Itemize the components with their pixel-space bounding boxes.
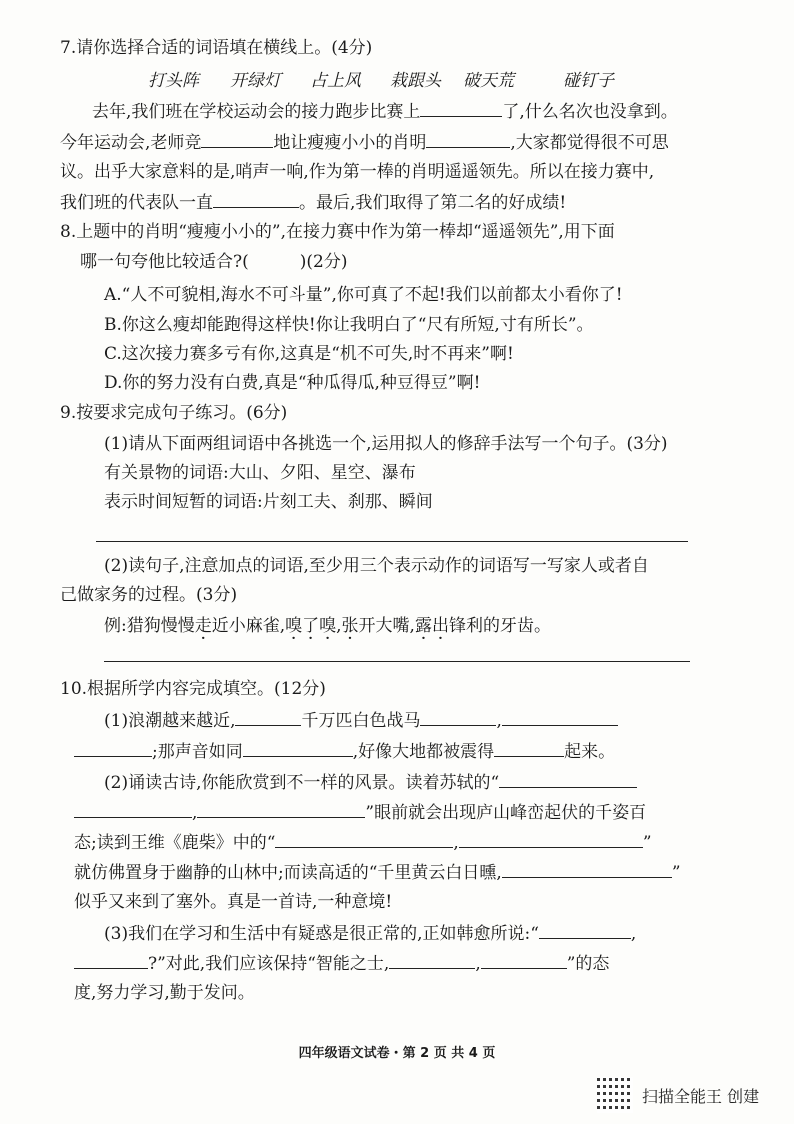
- scanner-watermark: 扫描全能王 创建: [642, 1087, 760, 1106]
- text: ”眼前就会出现庐山峰峦起伏的千姿百: [365, 803, 647, 823]
- q10-line8: [104, 920, 794, 947]
- dotted-word: 了: [302, 616, 320, 636]
- text: 态;读到王维《鹿柴》中的“: [74, 833, 276, 853]
- text: (1)浪潮越来越近,: [104, 711, 236, 731]
- q7-para-line3: 议。出乎大家意料的是,哨声一响,作为第一棒的肖明遥遥领先。所以在接力赛中,: [60, 162, 655, 182]
- q7-title: 7.请你选择合适的词语填在横线上。(4分): [60, 38, 373, 58]
- text: 千万匹白色战马: [301, 711, 421, 731]
- word-option: 打头阵: [148, 71, 199, 91]
- text: ”: [642, 833, 652, 853]
- text: 起来。: [564, 742, 616, 762]
- answer-blank[interactable]: [74, 799, 192, 818]
- dotted-word: 嗅: [285, 616, 303, 636]
- text: ,: [475, 954, 481, 974]
- answer-blank[interactable]: [459, 829, 643, 848]
- dotted-word: 露: [414, 616, 432, 636]
- text: 近小麻雀,: [211, 616, 286, 636]
- q9-time-words: 表示时间短暂的词语:片刻工夫、刹那、瞬间: [104, 492, 433, 512]
- word-option: 开绿灯: [230, 71, 281, 91]
- text: ,: [192, 803, 198, 823]
- q7-para-line4: [60, 189, 750, 216]
- answer-blank[interactable]: [74, 738, 152, 757]
- text: ,好像大地都被震得: [352, 742, 495, 762]
- q9-sub2-line1: (2)读句子,注意加点的词语,至少用三个表示动作的词语写一写家人或者自: [104, 556, 649, 576]
- q9-scenery-words: 有关景物的词语:大山、夕阳、星空、瀑布: [104, 463, 416, 483]
- dotted-word: 嗅: [319, 616, 337, 636]
- q10-title: 10.根据所学内容完成填空。(12分): [60, 679, 326, 699]
- q10-line3: [104, 769, 794, 796]
- q7-para-line1: [92, 98, 782, 125]
- q8-option-d[interactable]: D.你的努力没有白费,真是“种瓜得瓜,种豆得豆”啊!: [104, 373, 481, 393]
- q8-title-line1: 8.上题中的肖明“瘦瘦小小的”,在接力赛中作为第一棒却“遥遥领先”,用下面: [60, 222, 615, 242]
- text: 去年,我们班在学校运动会的接力跑步比赛上: [92, 102, 421, 122]
- text: (2)诵读古诗,你能欣赏到不一样的风景。读着苏轼的“: [104, 773, 500, 793]
- q10-line2: [74, 738, 764, 765]
- qr-code-icon: [597, 1077, 633, 1113]
- q10-line6: [74, 859, 764, 886]
- text: ,大家都觉得很不可思: [510, 133, 669, 153]
- text: 锋利的牙齿。: [448, 616, 551, 636]
- answer-blank[interactable]: [235, 707, 301, 726]
- answer-blank[interactable]: [420, 707, 496, 726]
- word-option: 栽跟头: [390, 71, 441, 91]
- text: 就仿佛置身于幽静的山林中;而读高适的“千里黄云白日曛,: [74, 863, 502, 883]
- answer-blank[interactable]: [481, 950, 567, 969]
- text: 。最后,我们取得了第二名的好成绩!: [299, 193, 567, 213]
- q9-sub2-line2: 己做家务的过程。(3分): [60, 585, 238, 605]
- answer-blank[interactable]: [243, 738, 353, 757]
- answer-blank[interactable]: [502, 707, 618, 726]
- q10-line9: [74, 950, 764, 977]
- q8-title-line2: 哪一句夸他比较适合?( )(2分): [80, 252, 348, 272]
- text: ,: [630, 924, 637, 944]
- text: ;那声音如同: [152, 742, 243, 762]
- text: 今年运动会,老师竞: [60, 133, 202, 153]
- dotted-word: 出: [431, 616, 449, 636]
- answer-blank[interactable]: [539, 920, 631, 939]
- answer-blank[interactable]: [499, 769, 637, 788]
- word-option: 破天荒: [463, 71, 514, 91]
- text: 开大嘴,: [358, 616, 415, 636]
- q7-para-line2: [60, 129, 750, 156]
- answer-blank[interactable]: [426, 129, 510, 148]
- text: ,: [496, 711, 502, 731]
- text: ?”对此,我们应该保持“智能之士,: [148, 954, 390, 974]
- q10-line5: [74, 829, 764, 856]
- answer-blank[interactable]: [420, 98, 502, 117]
- text: 例:猎狗慢慢: [104, 616, 195, 636]
- text: ,: [336, 616, 342, 636]
- answer-blank[interactable]: [197, 799, 365, 818]
- text: 地让瘦瘦小小的肖明: [273, 133, 427, 153]
- page-footer: 四年级语文试卷・第 2 页 共 4 页: [298, 1046, 496, 1061]
- text: 我们班的代表队一直: [60, 193, 213, 213]
- q9-sub1: (1)请从下面两组词语中各挑选一个,运用拟人的修辞手法写一个句子。(3分): [104, 434, 668, 454]
- answer-blank[interactable]: [201, 129, 273, 148]
- dotted-word: 走: [194, 616, 212, 636]
- answer-blank[interactable]: [502, 859, 672, 878]
- q9-answer-line-1[interactable]: [96, 541, 688, 542]
- q10-line1: [104, 707, 794, 734]
- text: (3)我们在学习和生活中有疑惑是很正常的,正如韩愈所说:“: [104, 924, 539, 944]
- answer-blank[interactable]: [213, 189, 299, 208]
- q9-example: [104, 613, 794, 639]
- answer-blank[interactable]: [389, 950, 475, 969]
- text: ,: [453, 833, 459, 853]
- q8-option-b[interactable]: B.你这么瘦却能跑得这样快!你让我明白了“尺有所短,寸有所长”。: [104, 315, 594, 335]
- word-option: 碰钉子: [563, 71, 614, 91]
- text: 了,什么名次也没拿到。: [502, 102, 678, 122]
- q10-line4: [74, 799, 764, 826]
- word-option: 占上风: [310, 71, 361, 91]
- dotted-word: 张: [341, 616, 359, 636]
- q8-option-a[interactable]: A.“人不可貌相,海水不可斗量”,你可真了不起!我们以前都太小看你了!: [104, 285, 623, 305]
- q9-answer-line-2[interactable]: [104, 661, 690, 662]
- answer-blank[interactable]: [494, 738, 564, 757]
- text: ”的态: [566, 954, 610, 974]
- text: ”: [671, 863, 681, 883]
- q9-title: 9.按要求完成句子练习。(6分): [60, 403, 288, 423]
- answer-blank[interactable]: [275, 829, 453, 848]
- q10-line7: 似乎又来到了塞外。真是一首诗,一种意境!: [74, 892, 393, 912]
- q10-line10: 度,努力学习,勤于发问。: [74, 983, 255, 1003]
- q8-option-c[interactable]: C.这次接力赛多亏有你,这真是“机不可失,时不再来”啊!: [104, 344, 514, 364]
- answer-blank[interactable]: [74, 950, 148, 969]
